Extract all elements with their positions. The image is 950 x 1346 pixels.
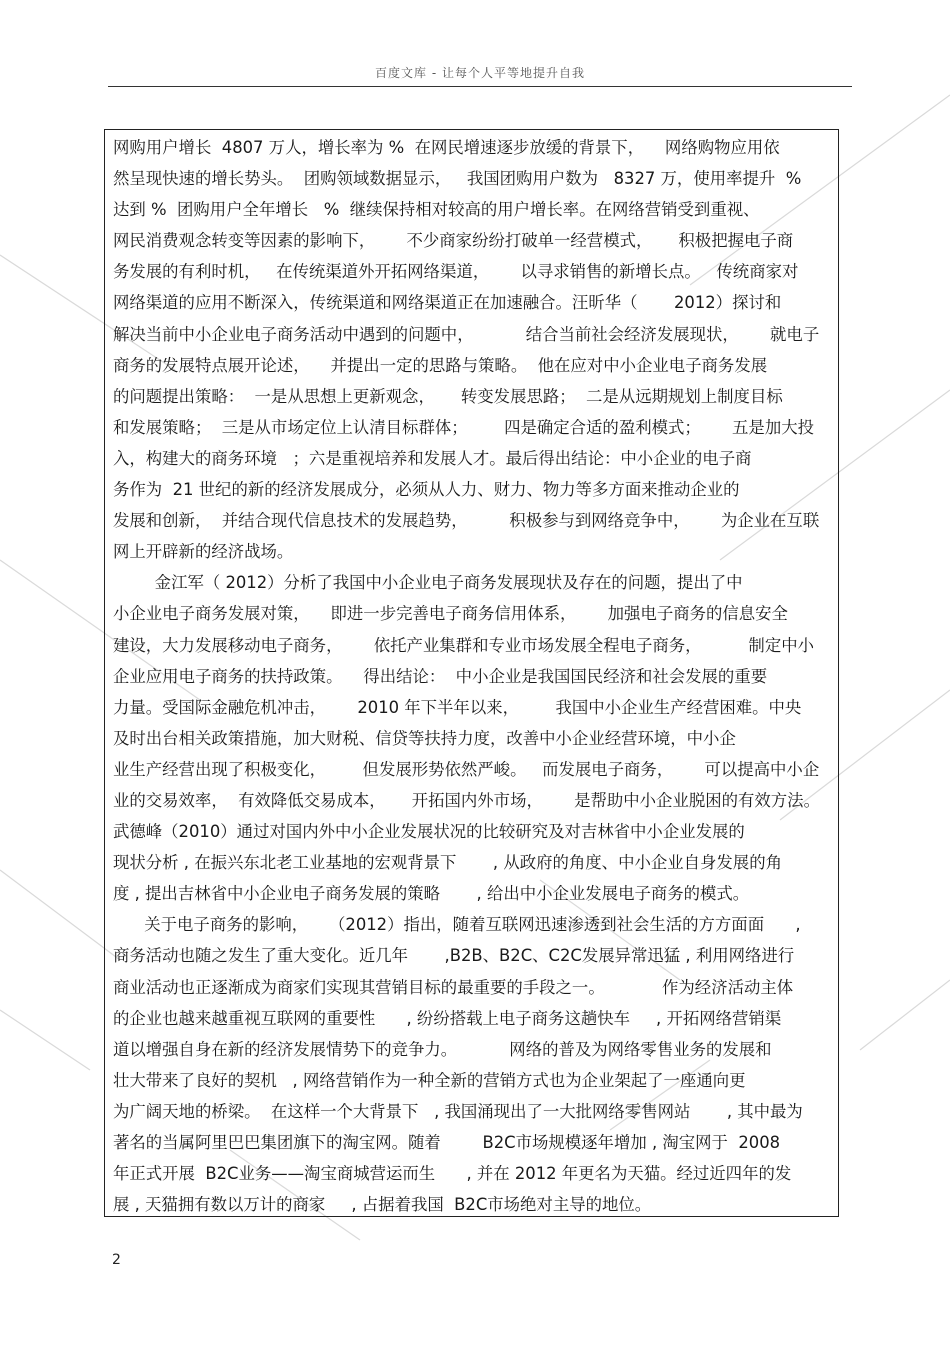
page-header: 百度文库 - 让每个人平等地提升自我 bbox=[375, 66, 585, 80]
text-line: 解决当前中小企业电子商务活动中遇到的问题中， 结合当前社会经济发展现状， 就电子 bbox=[113, 324, 820, 344]
header-divider bbox=[108, 86, 852, 87]
text-line: 入，构建大的商务环境 ；六是重视培养和发展人才。最后得出结论：中小企业的电子商 bbox=[113, 448, 752, 468]
text-line: 小企业电子商务发展对策， 即进一步完善电子商务信用体系， 加强电子商务的信息安全 bbox=[113, 604, 788, 624]
text-line: 业的交易效率， 有效降低交易成本， 开拓国内外市场， 是帮助中小企业脱困的有效方法。 bbox=[113, 790, 820, 810]
text-line: 及时出台相关政策措施，加大财税、信贷等扶持力度，改善中小企业经营环境，中小企 bbox=[113, 728, 736, 748]
text-line: 力量。受国际金融危机冲击， 2010 年下半年以来， 我国中小企业生产经营困难。中央 bbox=[113, 697, 802, 717]
text-line: 网民消费观念转变等因素的影响下， 不少商家纷纷打破单一经营模式， 积极把握电子商 bbox=[113, 231, 794, 251]
text-line: 现状分析 , 在振兴东北老工业基地的宏观背景下 , 从政府的角度、中小企业自身发展的角 bbox=[113, 853, 782, 873]
text-line: 的企业也越来越重视互联网的重要性 , 纷纷搭载上电子商务这趟快车 , 开拓网络营销渠 bbox=[113, 1008, 782, 1028]
text-line: 为广阔天地的桥梁。 在这样一个大背景下 , 我国涌现出了一大批网络零售网站 , 其中最为 bbox=[113, 1101, 803, 1121]
text-line: 壮大带来了良好的契机 , 网络营销作为一种全新的营销方式也为企业架起了一座通向更 bbox=[113, 1070, 746, 1090]
page-number: 2 bbox=[112, 1252, 121, 1268]
text-line: 商务活动也随之发生了重大变化。近几年 ,B2B、B2C、C2C发展异常迅猛 , 利用网络进行 bbox=[113, 946, 795, 966]
text-line: 网购用户增长 4807 万人，增长率为 % 在网民增速逐步放缓的背景下， 网络购物应用依 bbox=[113, 138, 780, 157]
text-line: 年正式开展 B2C业务——淘宝商城营运而生 , 并在 2012 年更名为天猫。经过近四年的发 bbox=[113, 1164, 792, 1184]
text-line: 发展和创新， 并结合现代信息技术的发展趋势， 积极参与到网络竞争中， 为企业在互联 bbox=[113, 511, 820, 531]
text-line: 建设，大力发展移动电子商务， 依托产业集群和专业市场发展全程电子商务， 制定中小 bbox=[113, 635, 814, 655]
text-line: 度 , 提出吉林省中小企业电子商务发展的策略 , 给出中小企业发展电子商务的模式。 bbox=[113, 884, 750, 904]
text-line: 达到 % 团购用户全年增长 % 继续保持相对较高的用户增长率。在网络营销受到重视、 bbox=[113, 200, 760, 220]
text-line: 金江军（ 2012）分析了我国中小企业电子商务发展现状及存在的问题，提出了中 bbox=[113, 573, 743, 593]
text-line: 展 , 天猫拥有数以万计的商家 , 占据着我国 B2C市场绝对主导的地位。 bbox=[113, 1195, 652, 1215]
text-line: 商务的发展特点展开论述， 并提出一定的思路与策略。 他在应对中小企业电子商务发展 bbox=[113, 355, 768, 375]
text-line: 企业应用电子商务的扶持政策。 得出结论： 中小企业是我国国民经济和社会发展的重要 bbox=[113, 666, 768, 686]
text-line: 的问题提出策略： 一是从思想上更新观念， 转变发展思路； 二是从远期规划上制度目标 bbox=[113, 386, 783, 406]
text-line: 关于电子商务的影响， （2012）指出，随着互联网迅速渗透到社会生活的方方面面 , bbox=[113, 915, 801, 935]
text-line: 网上开辟新的经济战场。 bbox=[113, 542, 294, 562]
text-line: 武德峰（2010）通过对国内外中小企业发展状况的比较研究及对吉林省中小企业发展的 bbox=[113, 822, 745, 842]
text-line: 网络渠道的应用不断深入，传统渠道和网络渠道正在加速融合。汪昕华（ 2012）探讨和 bbox=[113, 293, 782, 313]
document-body bbox=[113, 132, 835, 1220]
text-line: 和发展策略； 三是从市场定位上认清目标群体； 四是确定合适的盈利模式； 五是加大投 bbox=[113, 417, 814, 437]
text-line: 商业活动也正逐渐成为商家们实现其营销目标的最重要的手段之一。 作为经济活动主体 bbox=[113, 977, 794, 997]
text-line: 道以增强自身在新的经济发展情势下的竞争力。 网络的普及为网络零售业务的发展和 bbox=[113, 1039, 772, 1059]
text-line: 务发展的有利时机， 在传统渠道外开拓网络渠道， 以寻求销售的新增长点。 传统商家对 bbox=[113, 262, 799, 282]
text-line: 业生产经营出现了积极变化， 但发展形势依然严峻。 而发展电子商务， 可以提高中小企 bbox=[113, 759, 820, 779]
text-line: 著名的当属阿里巴巴集团旗下的淘宝网。随着 B2C市场规模逐年增加 , 淘宝网于 2008 bbox=[113, 1133, 781, 1152]
text-line: 然呈现快速的增长势头。 团购领域数据显示， 我国团购用户数为 8327 万，使用率提升 % bbox=[113, 169, 802, 189]
text-line: 务作为 21 世纪的新的经济发展成分，必须从人力、财力、物力等多方面来推动企业的 bbox=[113, 480, 740, 500]
